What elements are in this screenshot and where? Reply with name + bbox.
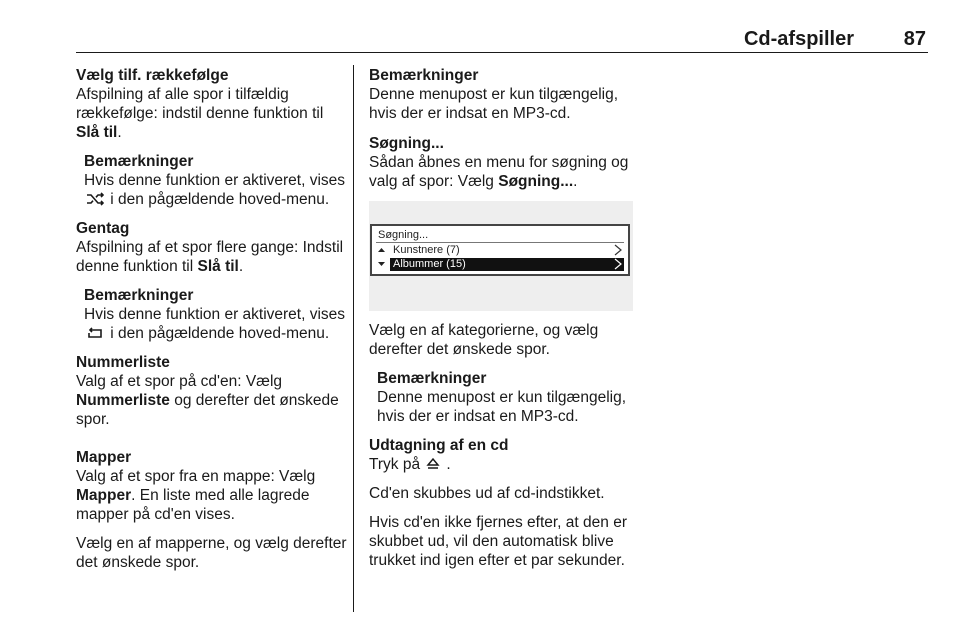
page-title: Cd-afspiller xyxy=(743,28,854,50)
body-text: Tryk på xyxy=(369,456,425,473)
bold-term: Nummerliste xyxy=(76,392,170,409)
search-section: Søgning... Sådan åbnes en menu for søgning og valg af spor: Vælg Søgning.... xyxy=(369,134,635,191)
note-text: Denne menupost er kun tilgængelig, hvis der er indsat en MP3-cd. xyxy=(377,389,627,425)
display-screen xyxy=(370,224,630,276)
body-text: Sådan åbnes en menu for søgning og valg af spor: Vælg xyxy=(369,154,629,190)
note-block xyxy=(76,286,348,343)
body-text: Valg af et spor på cd'en: Vælg xyxy=(76,373,283,390)
folders-section xyxy=(76,448,348,524)
right-column xyxy=(369,66,635,570)
note-text: i den pågældende hoved-menu. xyxy=(106,325,330,342)
screen-divider xyxy=(376,242,624,243)
note-heading: Bemærkninger xyxy=(84,153,194,170)
body-text: Valg af et spor fra en mappe: Vælg xyxy=(76,468,316,485)
body-text: Afspilning af alle spor i tilfældig rækkefølge: indstil denne funktion til xyxy=(76,86,324,122)
display-screenshot xyxy=(369,201,633,311)
note-block xyxy=(369,66,635,123)
note-heading: Bemærkninger xyxy=(84,287,194,304)
note-text: i den pågældende hoved-menu. xyxy=(106,191,330,208)
menu-item-kunstnere[interactable] xyxy=(376,244,624,257)
shuffle-icon xyxy=(86,192,104,206)
section-heading: Nummerliste xyxy=(76,354,170,371)
bold-term: Mapper xyxy=(76,487,132,504)
bold-term: Slå til xyxy=(76,124,118,141)
body-text: Afspilning af et spor flere gange: Indstil denne funktion til xyxy=(76,239,344,275)
chevron-right-icon xyxy=(614,258,622,274)
body-text: og derefter det ønskede spor. xyxy=(76,392,339,428)
note-block xyxy=(76,152,348,209)
tracklist-section xyxy=(76,353,348,429)
body-text: . En liste med alle lagrede mapper på cd'en vises. xyxy=(76,487,310,523)
menu-item-label: Albummer (15) xyxy=(390,258,624,271)
column-divider xyxy=(353,65,354,612)
random-section: Vælg tilf. rækkefølge Afspilning af alle spor i tilfældig rækkefølge: indstil denne funktion til Slå til. xyxy=(76,66,348,142)
header-rule xyxy=(76,52,928,53)
search-paragraph: Vælg en af kategorierne, og vælg derefter det ønskede spor. xyxy=(369,322,599,358)
note-heading: Bemærkninger xyxy=(369,67,479,84)
eject-paragraph-2: Hvis cd'en ikke fjernes efter, at den er skubbet ud, vil den automatisk blive trukket ind igen efter et par sekunder. xyxy=(369,514,627,569)
note-text: Hvis denne funktion er aktiveret, vises xyxy=(84,306,346,323)
repeat-section: Gentag Afspilning af et spor flere gange: Indstil denne funktion til Slå til. xyxy=(76,219,348,276)
arrow-down-icon xyxy=(377,258,387,274)
page-number: 87 xyxy=(903,28,926,50)
section-heading: Søgning... xyxy=(369,135,444,152)
eject-paragraph: Cd'en skubbes ud af cd-indstikket. xyxy=(369,485,605,502)
note-block xyxy=(369,369,635,426)
note-text: Hvis denne funktion er aktiveret, vises xyxy=(84,172,346,189)
note-heading: Bemærkninger xyxy=(377,370,487,387)
menu-item-label: Kunstnere (7) xyxy=(393,244,460,256)
section-heading: Vælg tilf. rækkefølge xyxy=(76,67,229,84)
note-text: Denne menupost er kun tilgængelig, hvis der er indsat en MP3-cd. xyxy=(369,86,619,122)
folders-paragraph: Vælg en af mapperne, og vælg derefter det ønskede spor. xyxy=(76,535,347,571)
eject-section: Udtagning af en cd Tryk på . xyxy=(369,436,635,474)
menu-item-albummer[interactable] xyxy=(376,258,624,271)
bold-term: Slå til xyxy=(197,258,239,275)
eject-icon xyxy=(426,457,444,471)
screen-title: Søgning... xyxy=(378,229,429,241)
bold-term: Søgning... xyxy=(498,173,574,190)
repeat-icon xyxy=(86,326,104,340)
left-column xyxy=(76,66,348,572)
section-heading: Gentag xyxy=(76,220,130,237)
section-heading: Mapper xyxy=(76,449,132,466)
page-header xyxy=(76,27,928,51)
section-heading: Udtagning af en cd xyxy=(369,437,509,454)
